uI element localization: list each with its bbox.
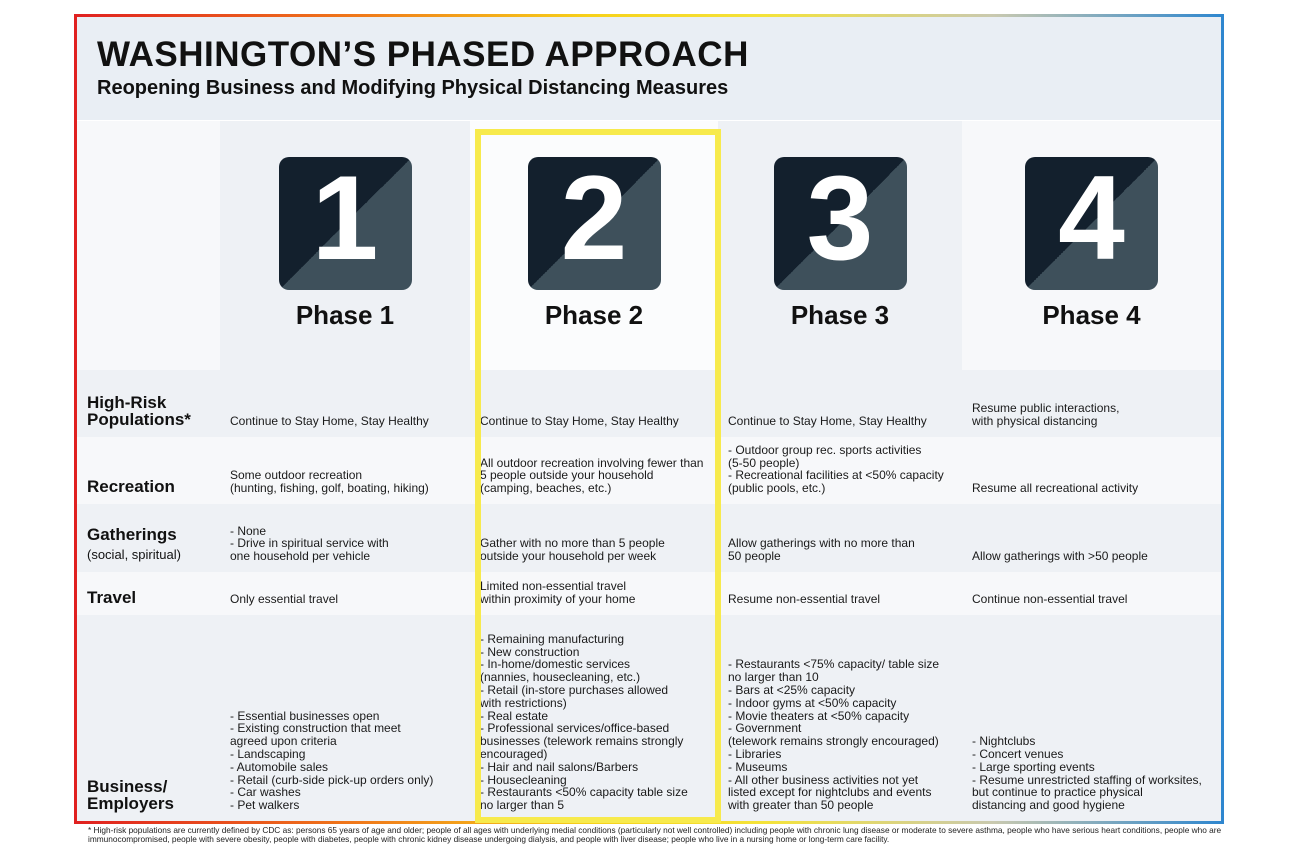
phase-table bbox=[77, 121, 1221, 821]
phase-header-4 bbox=[962, 121, 1221, 370]
phase-4-cell: Continue non-essential travel bbox=[962, 572, 1221, 615]
title-band bbox=[77, 17, 1221, 120]
row-sublabel: (social, spiritual) bbox=[87, 547, 181, 562]
page-title: WASHINGTON’S PHASED APPROACH bbox=[97, 35, 749, 74]
row-label-text: Gatherings bbox=[87, 525, 177, 544]
row-label bbox=[77, 370, 220, 437]
phase-1-cell: Continue to Stay Home, Stay Healthy bbox=[220, 370, 470, 437]
phase-4-cell: Resume public interactions, with physical distancing bbox=[962, 370, 1221, 437]
phase-1-cell: - Essential businesses open - Existing construction that meet agreed upon criteria - Landscaping - Automobile sales - Retail (curb-side pick-up orders only) - Car washes - Pet walkers bbox=[220, 615, 470, 821]
phase-3-cell: - Outdoor group rec. sports activities (5-50 people) - Recreational facilities at <50% capacity (public pools, etc.) bbox=[718, 437, 962, 504]
phase-label: Phase 3 bbox=[790, 300, 890, 330]
row-label-text: Travel bbox=[87, 588, 137, 607]
row-label-text: Business/ Employers bbox=[87, 777, 174, 813]
phase-number: 3 bbox=[806, 157, 874, 285]
row-label bbox=[77, 504, 220, 572]
phase-1-cell: Some outdoor recreation (hunting, fishing, golf, boating, hiking) bbox=[220, 437, 470, 504]
phase-2-cell: - Remaining manufacturing - New construction - In-home/domestic services (nannies, housecleaning, etc.) - Retail (in-store purchases allowed with restrictions) - Real estate - Professional services/office-based businesses (telework remains strongly encouraged) - Hair and nail salons/Barbers - Housecleaning - Restaurants <50% capacity table size no larger than 5 bbox=[470, 615, 718, 821]
phase-3-number-badge-icon bbox=[774, 157, 907, 290]
phase-header-2 bbox=[470, 121, 718, 370]
footnote: * High-risk populations are currently defined by CDC as: persons 65 years of age and older; people of all ages with underlying medial conditions (particularly not well controlled) including people with chronic lung disease or moderate to severe asthma, people who have serious heart conditions, people who are immunocompromised, people with severe obesity, people with diabetes, people with chronic kidney disease undergoing dialysis, and people with liver disease; people who live in a nursing home or long-term care facility. bbox=[88, 825, 1222, 844]
phase-number: 1 bbox=[311, 157, 379, 285]
phase-2-cell: All outdoor recreation involving fewer than 5 people outside your household (camping, beaches, etc.) bbox=[470, 437, 718, 504]
phase-2-number-badge-icon bbox=[528, 157, 661, 290]
corner-cell bbox=[77, 121, 220, 370]
phase-4-cell: Resume all recreational activity bbox=[962, 437, 1221, 504]
row-label bbox=[77, 615, 220, 821]
row-label-text: High-Risk Populations* bbox=[87, 393, 191, 429]
page-subtitle: Reopening Business and Modifying Physical Distancing Measures bbox=[97, 77, 729, 99]
phase-number: 4 bbox=[1058, 157, 1125, 285]
row-label bbox=[77, 437, 220, 504]
phase-label: Phase 2 bbox=[544, 300, 644, 330]
phase-3-cell: Allow gatherings with no more than 50 people bbox=[718, 504, 962, 572]
phase-3-cell: Continue to Stay Home, Stay Healthy bbox=[718, 370, 962, 437]
row-label-text: Recreation bbox=[87, 477, 175, 496]
phase-4-cell: Allow gatherings with >50 people bbox=[962, 504, 1221, 572]
phase-4-number-badge-icon bbox=[1025, 157, 1158, 290]
phase-1-cell: - None - Drive in spiritual service with one household per vehicle bbox=[220, 504, 470, 572]
infographic-frame bbox=[74, 14, 1224, 824]
phase-2-cell: Limited non-essential travel within proximity of your home bbox=[470, 572, 718, 615]
row-label bbox=[77, 572, 220, 615]
phase-1-number-badge-icon bbox=[279, 157, 412, 290]
phase-2-cell: Gather with no more than 5 people outside your household per week bbox=[470, 504, 718, 572]
phase-label: Phase 4 bbox=[1042, 300, 1141, 330]
phase-3-cell: Resume non-essential travel bbox=[718, 572, 962, 615]
phase-label: Phase 1 bbox=[295, 300, 395, 330]
infographic-body bbox=[77, 17, 1221, 821]
phase-header-3 bbox=[718, 121, 962, 370]
phase-2-cell: Continue to Stay Home, Stay Healthy bbox=[470, 370, 718, 437]
phase-header-1 bbox=[220, 121, 470, 370]
phase-number: 2 bbox=[560, 157, 628, 285]
phase-1-cell: Only essential travel bbox=[220, 572, 470, 615]
phase-3-cell: - Restaurants <75% capacity/ table size no larger than 10 - Bars at <25% capacity - Indoor gyms at <50% capacity - Movie theaters at <50% capacity - Government (telework remains strongly encouraged) - Libraries - Museums - All other business activities not yet listed except for nightclubs and events with greater than 50 people bbox=[718, 615, 962, 821]
phase-4-cell: - Nightclubs - Concert venues - Large sporting events - Resume unrestricted staffing of worksites, but continue to practice physical distancing and good hygiene bbox=[962, 615, 1221, 821]
